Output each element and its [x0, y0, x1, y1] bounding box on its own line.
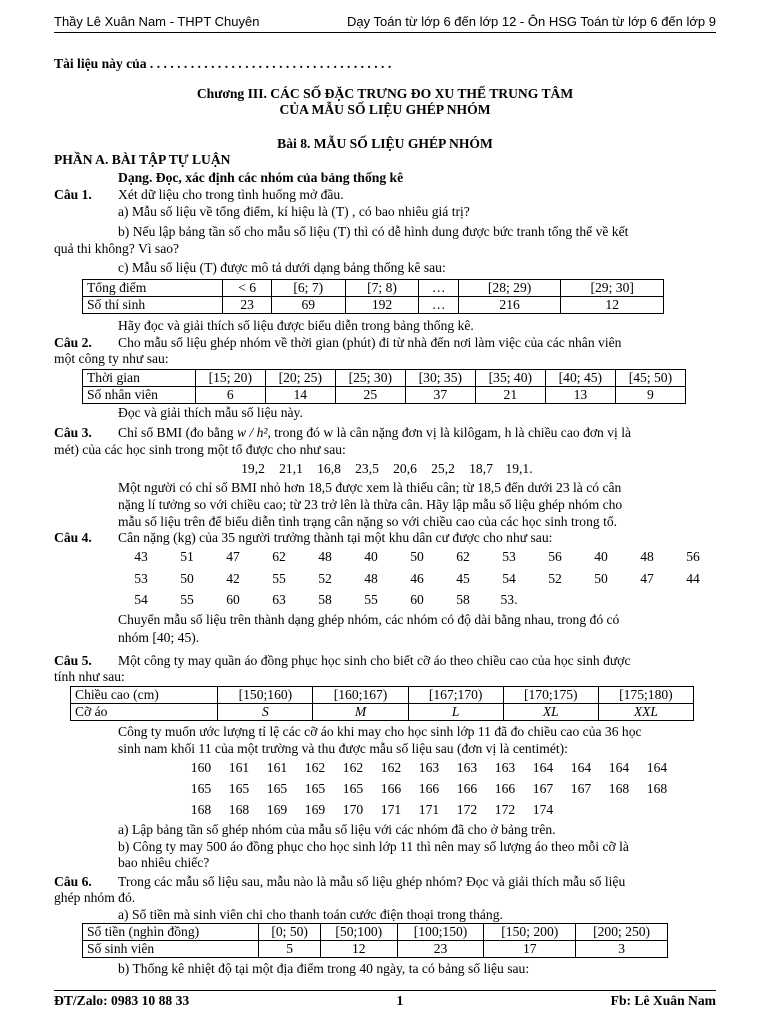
q1-line: a) Mẫu số liệu về tổng điểm, kí hiệu là (T) , có bao nhiêu giá trị? — [118, 204, 470, 219]
data-value: 163 — [494, 760, 516, 775]
table-cell: [15; 20) — [195, 370, 265, 387]
table-cell: 17 — [484, 941, 576, 958]
table-cell: Chiều cao (cm) — [71, 687, 218, 704]
q3-line: nặng lí tưởng so với chiều cao; từ 23 trở lên là thừa cân. Hãy lập mẫu số liệu ghép nhóm cho — [118, 497, 623, 512]
q5-label: Câu 5. — [54, 653, 92, 668]
data-value: 48 — [364, 571, 378, 586]
table-cell: 23 — [397, 941, 484, 958]
table-cell: 12 — [561, 297, 664, 314]
q1-table — [82, 279, 664, 314]
table-cell: [30; 35) — [405, 370, 475, 387]
q6-line: b) Thống kê nhiệt độ tại một địa điểm trong 40 ngày, ta có bảng số liệu sau: — [118, 961, 530, 976]
data-value: 165 — [228, 781, 250, 796]
data-value: 161 — [266, 760, 288, 775]
data-value: 164 — [532, 760, 554, 775]
q2-line: một công ty như sau: — [54, 351, 169, 366]
data-value: 21,1 — [279, 461, 303, 476]
data-value: 172 — [494, 802, 516, 817]
data-value: 55 — [180, 592, 194, 607]
table-cell: Cỡ áo — [71, 704, 218, 721]
table-cell: [6; 7) — [271, 280, 345, 297]
q6-line: ghép nhóm đó. — [54, 890, 136, 905]
data-value: 162 — [342, 760, 364, 775]
table-row — [83, 941, 668, 958]
data-value: 163 — [418, 760, 440, 775]
table-cell: 37 — [405, 387, 475, 404]
data-value: 50 — [594, 571, 608, 586]
footer-facebook: Fb: Lê Xuân Nam — [610, 993, 716, 1008]
table-cell: [45; 50) — [615, 370, 685, 387]
table-cell: L — [408, 704, 503, 721]
chapter-title-2: CỦA MẪU SỐ LIỆU GHÉP NHÓM — [279, 102, 491, 117]
table-cell: [150;160) — [218, 687, 313, 704]
table-cell: 192 — [345, 297, 419, 314]
q4-label: Câu 4. — [54, 530, 92, 545]
data-value: 166 — [418, 781, 440, 796]
data-value: 171 — [380, 802, 402, 817]
q4-data-row — [118, 549, 716, 565]
data-value: 55 — [364, 592, 378, 607]
data-value: 47 — [640, 571, 654, 586]
q3-line: mẫu số liệu trên để biểu diễn tình trạng cân nặng so với chiều cao của các học sinh trong tổ. — [118, 514, 618, 529]
table-cell: 21 — [475, 387, 545, 404]
data-value: 53 — [502, 549, 516, 564]
table-cell: 6 — [195, 387, 265, 404]
data-value: 164 — [646, 760, 668, 775]
data-value: 56 — [548, 549, 562, 564]
q3-label: Câu 3. — [54, 425, 92, 440]
q5-line: sinh nam khối 11 của một trường và thu được mẫu số liệu sau (đơn vị là centimét): — [118, 741, 568, 756]
lesson-title: Bài 8. MẪU SỐ LIỆU GHÉP NHÓM — [277, 136, 493, 151]
q5-line: Công ty muốn ước lượng tỉ lệ các cỡ áo khi may cho học sinh lớp 11 đã đo chiều cao của 36 học — [118, 724, 642, 739]
data-value: 169 — [304, 802, 326, 817]
q6-table — [82, 923, 668, 958]
data-value: 53 — [134, 571, 148, 586]
data-value: 46 — [410, 571, 424, 586]
data-value: 174 — [532, 802, 554, 817]
data-value: 55 — [272, 571, 286, 586]
table-row — [83, 387, 686, 404]
table-row — [71, 704, 694, 721]
data-value: 166 — [380, 781, 402, 796]
q1-label: Câu 1. — [54, 187, 92, 202]
table-cell: [100;150) — [397, 924, 484, 941]
data-value: 160 — [190, 760, 212, 775]
q4-data-row — [118, 592, 532, 608]
data-value: 168 — [190, 802, 212, 817]
q5-line: bao nhiêu chiếc? — [118, 855, 210, 870]
q4-line: Chuyển mẫu số liệu trên thành dạng ghép nhóm, các nhóm có độ dài bằng nhau, trong đó có — [118, 612, 620, 627]
q3-text: Chỉ số BMI (đo bằng — [118, 425, 237, 440]
data-value: 52 — [318, 571, 332, 586]
table-cell: < 6 — [223, 280, 271, 297]
header-right: Dạy Toán từ lớp 6 đến lớp 12 - Ôn HSG Toán từ lớp 6 đến lớp 9 — [346, 14, 716, 29]
data-value: 48 — [318, 549, 332, 564]
data-value: 47 — [226, 549, 240, 564]
table-cell: Tổng điểm — [83, 280, 223, 297]
table-cell: [170;175) — [503, 687, 598, 704]
data-value: 20,6 — [393, 461, 417, 476]
table-cell: 23 — [223, 297, 271, 314]
chapter-title-1: Chương III. CÁC SỐ ĐẶC TRƯNG ĐO XU THẾ TRUNG TÂM — [196, 86, 574, 101]
table-cell: 14 — [265, 387, 335, 404]
table-row — [83, 924, 668, 941]
table-row — [71, 687, 694, 704]
table-cell: 216 — [458, 297, 561, 314]
page-footer — [54, 990, 716, 1009]
table-cell: Thời gian — [83, 370, 196, 387]
data-value: 170 — [342, 802, 364, 817]
footer-contact: ĐT/Zalo: 0983 10 88 33 — [54, 993, 190, 1008]
data-value: 54 — [502, 571, 516, 586]
table-cell: [175;180) — [598, 687, 693, 704]
data-value: 48 — [640, 549, 654, 564]
data-value: 172 — [456, 802, 478, 817]
table-row — [83, 370, 686, 387]
q6-line: a) Số tiền mà sinh viên chi cho thanh toán cước điện thoại trong tháng. — [118, 907, 503, 922]
table-cell: XXL — [598, 704, 693, 721]
q3-text: , trong đó w là cân nặng đơn vị là kilôgam, h là chiều cao đơn vị là — [267, 425, 632, 440]
data-value: 161 — [228, 760, 250, 775]
data-value: 163 — [456, 760, 478, 775]
page-header — [54, 14, 716, 33]
q3-line: Một người có chỉ số BMI nhỏ hơn 18,5 được xem là thiếu cân; từ 18,5 đến dưới 23 là có cân — [118, 480, 622, 495]
table-cell: [29; 30] — [561, 280, 664, 297]
data-value: 168 — [608, 781, 630, 796]
data-value: 45 — [456, 571, 470, 586]
data-value: 167 — [570, 781, 592, 796]
table-cell: Số sinh viên — [83, 941, 259, 958]
data-value: 54 — [134, 592, 148, 607]
q5-line: a) Lập bảng tần số ghép nhóm của mẫu số liệu với các nhóm đã cho ở bảng trên. — [118, 822, 556, 837]
data-value: 168 — [646, 781, 668, 796]
table-cell: [35; 40) — [475, 370, 545, 387]
data-value: 165 — [304, 781, 326, 796]
data-value: 19,1. — [505, 461, 533, 476]
q1-line: Xét dữ liệu cho trong tình huống mở đầu. — [118, 187, 344, 202]
table-cell: [25; 30) — [335, 370, 405, 387]
table-cell: 9 — [615, 387, 685, 404]
data-value: 44 — [686, 571, 700, 586]
table-row — [83, 280, 664, 297]
q2-after: Đọc và giải thích mẫu số liệu này. — [118, 405, 303, 420]
data-value: 167 — [532, 781, 554, 796]
owner-line: Tài liệu này của . . . . . . . . . . . . . . . . . . . . . . . . . . . . . . . . . . . . — [54, 56, 392, 71]
data-value: 62 — [456, 549, 470, 564]
data-value: 166 — [494, 781, 516, 796]
table-cell: Số nhân viên — [83, 387, 196, 404]
header-left: Thầy Lê Xuân Nam - THPT Chuyên — [54, 14, 260, 29]
table-cell: Số tiền (nghìn đồng) — [83, 924, 259, 941]
data-value: 162 — [380, 760, 402, 775]
table-cell: XL — [503, 704, 598, 721]
data-value: 43 — [134, 549, 148, 564]
data-value: 60 — [410, 592, 424, 607]
q4-line: nhóm [40; 45). — [118, 630, 200, 645]
table-cell: 25 — [335, 387, 405, 404]
bmi-formula: w / h² — [236, 425, 268, 440]
table-cell: Số thí sinh — [83, 297, 223, 314]
data-value: 25,2 — [431, 461, 455, 476]
table-cell: 69 — [271, 297, 345, 314]
q1-after: Hãy đọc và giải thích số liệu được biểu diễn trong bảng thống kê. — [118, 318, 474, 333]
table-cell: [50;100) — [320, 924, 397, 941]
q3-data-row — [234, 461, 538, 477]
table-cell: … — [419, 297, 458, 314]
data-value: 165 — [342, 781, 364, 796]
table-cell: 5 — [259, 941, 321, 958]
table-cell: M — [313, 704, 408, 721]
q6-label: Câu 6. — [54, 874, 92, 889]
q6-line: Trong các mẫu số liệu sau, mẫu nào là mẫu số liệu ghép nhóm? Đọc và giải thích mẫu số liệu — [118, 874, 626, 889]
q5-data-row — [182, 781, 676, 797]
table-cell: [150; 200) — [484, 924, 576, 941]
data-value: 164 — [608, 760, 630, 775]
data-value: 169 — [266, 802, 288, 817]
q1-line: b) Nếu lập bảng tần số cho mẫu số liệu (T) thì có dễ hình dung được bức tranh tổng thể về kết — [118, 224, 629, 239]
q1-line: c) Mẫu số liệu (T) được mô tả dưới dạng bảng thống kê sau: — [118, 260, 446, 275]
table-cell: [7; 8) — [345, 280, 419, 297]
table-cell: [200; 250) — [576, 924, 668, 941]
data-value: 18,7 — [469, 461, 493, 476]
part-title: PHẦN A. BÀI TẬP TỰ LUẬN — [54, 152, 231, 167]
data-value: 19,2 — [241, 461, 265, 476]
data-value: 165 — [190, 781, 212, 796]
data-value: 58 — [456, 592, 470, 607]
q5-line: Một công ty may quần áo đồng phục học sinh cho biết cỡ áo theo chiều cao của học sinh được — [118, 653, 631, 668]
q1-line: quả thi không? Vì sao? — [54, 241, 180, 256]
data-value: 52 — [548, 571, 562, 586]
q5-data-row — [182, 760, 676, 776]
table-cell: [160;167) — [313, 687, 408, 704]
table-row — [83, 297, 664, 314]
q4-data-row — [118, 571, 716, 587]
table-cell: [28; 29) — [458, 280, 561, 297]
data-value: 166 — [456, 781, 478, 796]
section-title: Dạng. Đọc, xác định các nhóm của bảng thống kê — [118, 170, 404, 185]
data-value: 42 — [226, 571, 240, 586]
data-value: 63 — [272, 592, 286, 607]
table-cell: 13 — [545, 387, 615, 404]
data-value: 165 — [266, 781, 288, 796]
data-value: 16,8 — [317, 461, 341, 476]
table-cell: S — [218, 704, 313, 721]
data-value: 168 — [228, 802, 250, 817]
q5-data-row — [182, 802, 562, 818]
table-cell: [20; 25) — [265, 370, 335, 387]
q5-table — [70, 686, 694, 721]
table-cell: 12 — [320, 941, 397, 958]
page-number: 1 — [396, 993, 404, 1008]
table-cell: [40; 45) — [545, 370, 615, 387]
table-cell: [0; 50) — [259, 924, 321, 941]
data-value: 58 — [318, 592, 332, 607]
table-cell: … — [419, 280, 458, 297]
data-value: 23,5 — [355, 461, 379, 476]
q2-label: Câu 2. — [54, 335, 92, 350]
q4-line: Cân nặng (kg) của 35 người trưởng thành tại một khu dân cư được cho như sau: — [118, 530, 553, 545]
data-value: 62 — [272, 549, 286, 564]
data-value: 60 — [226, 592, 240, 607]
q2-line: Cho mẫu số liệu ghép nhóm về thời gian (phút) đi từ nhà đến nơi làm việc của các nhân viên — [118, 335, 622, 350]
data-value: 40 — [594, 549, 608, 564]
data-value: 51 — [180, 549, 194, 564]
data-value: 56 — [686, 549, 700, 564]
q2-table — [82, 369, 686, 404]
data-value: 162 — [304, 760, 326, 775]
data-value: 164 — [570, 760, 592, 775]
table-cell: [167;170) — [408, 687, 503, 704]
q5-line: tính như sau: — [54, 669, 125, 684]
data-value: 171 — [418, 802, 440, 817]
q3-line — [118, 425, 631, 441]
data-value: 53. — [500, 592, 518, 607]
data-value: 40 — [364, 549, 378, 564]
q5-line: b) Công ty may 500 áo đồng phục cho học sinh lớp 11 thì nên may số lượng áo theo mỗi cỡ là — [118, 839, 629, 854]
data-value: 50 — [180, 571, 194, 586]
q3-line: mét) của các học sinh trong một tổ được cho như sau: — [54, 442, 346, 457]
data-value: 50 — [410, 549, 424, 564]
table-cell: 3 — [576, 941, 668, 958]
